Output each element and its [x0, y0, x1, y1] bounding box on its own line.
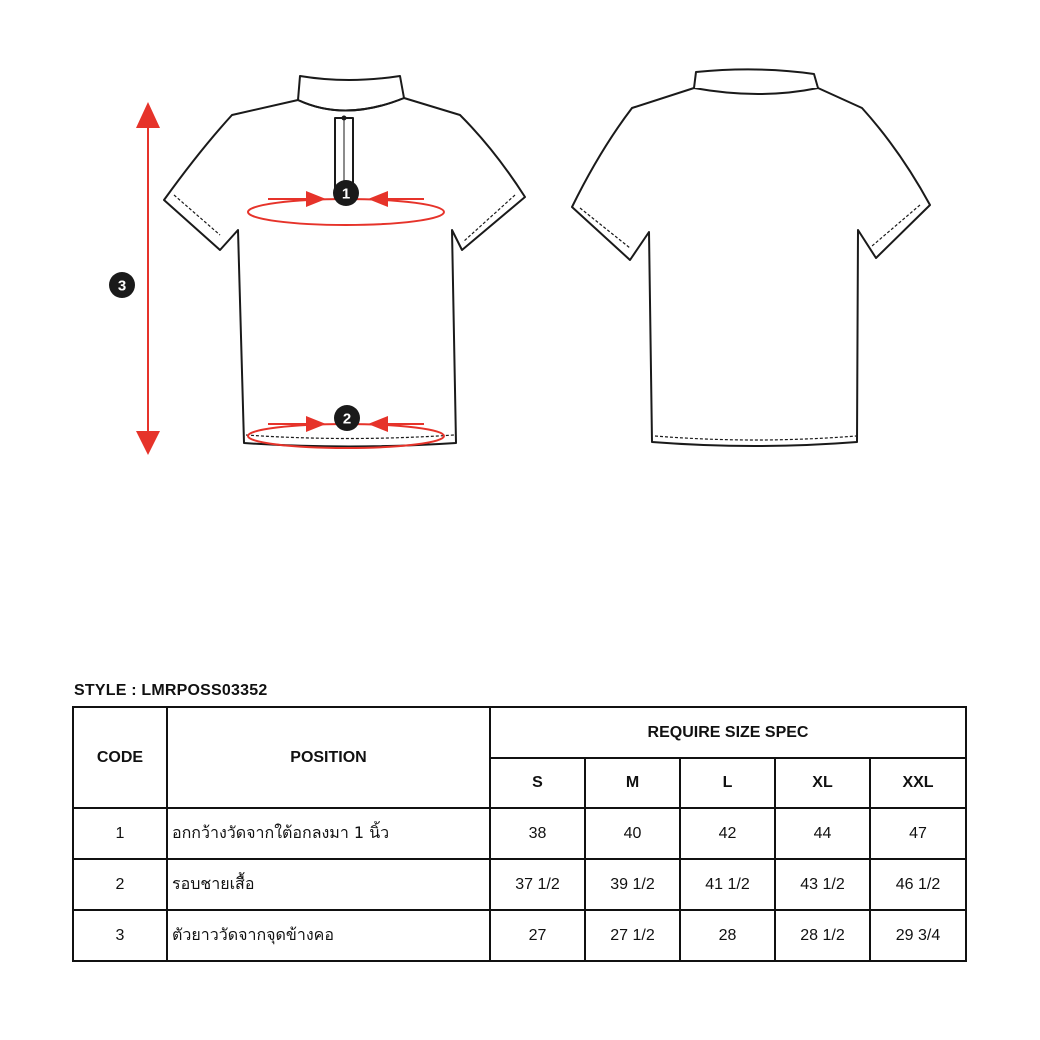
size-header-xl: XL [775, 758, 870, 808]
shirt-back [572, 69, 930, 446]
style-label: STYLE : [74, 682, 137, 699]
row-value: 43 1/2 [775, 859, 870, 910]
row-position: รอบชายเสื้อ [167, 859, 490, 910]
marker-2-label: 2 [342, 410, 352, 428]
row-value: 28 [680, 910, 775, 961]
size-header-s: S [490, 758, 585, 808]
size-spec-table [72, 706, 967, 962]
style-code: LMRPOSS03352 [141, 682, 268, 699]
table-row [73, 910, 966, 961]
row-value: 47 [870, 808, 966, 859]
table-row [73, 808, 966, 859]
row-value: 40 [585, 808, 680, 859]
row-value: 46 1/2 [870, 859, 966, 910]
row-code: 2 [73, 859, 167, 910]
table-row [73, 859, 966, 910]
position-header: POSITION [167, 707, 490, 808]
table-header-row [73, 707, 966, 758]
code-header: CODE [73, 707, 167, 808]
row-value: 42 [680, 808, 775, 859]
spec-header: REQUIRE SIZE SPEC [490, 707, 966, 758]
size-header-xxl: XXL [870, 758, 966, 808]
marker-1-label: 1 [341, 185, 351, 203]
row-value: 29 3/4 [870, 910, 966, 961]
row-code: 3 [73, 910, 167, 961]
marker-3-label: 3 [117, 277, 127, 295]
row-value: 28 1/2 [775, 910, 870, 961]
row-value: 38 [490, 808, 585, 859]
row-position: อกกว้างวัดจากใต้อกลงมา 1 นิ้ว [167, 808, 490, 859]
row-value: 27 [490, 910, 585, 961]
row-value: 39 1/2 [585, 859, 680, 910]
row-position: ตัวยาววัดจากจุดข้างคอ [167, 910, 490, 961]
row-value: 27 1/2 [585, 910, 680, 961]
shirt-front [164, 76, 525, 447]
measurement-length [109, 102, 160, 455]
size-header-l: L [680, 758, 775, 808]
size-header-m: M [585, 758, 680, 808]
row-value: 41 1/2 [680, 859, 775, 910]
row-value: 44 [775, 808, 870, 859]
row-value: 37 1/2 [490, 859, 585, 910]
style-title [74, 682, 267, 700]
row-code: 1 [73, 808, 167, 859]
